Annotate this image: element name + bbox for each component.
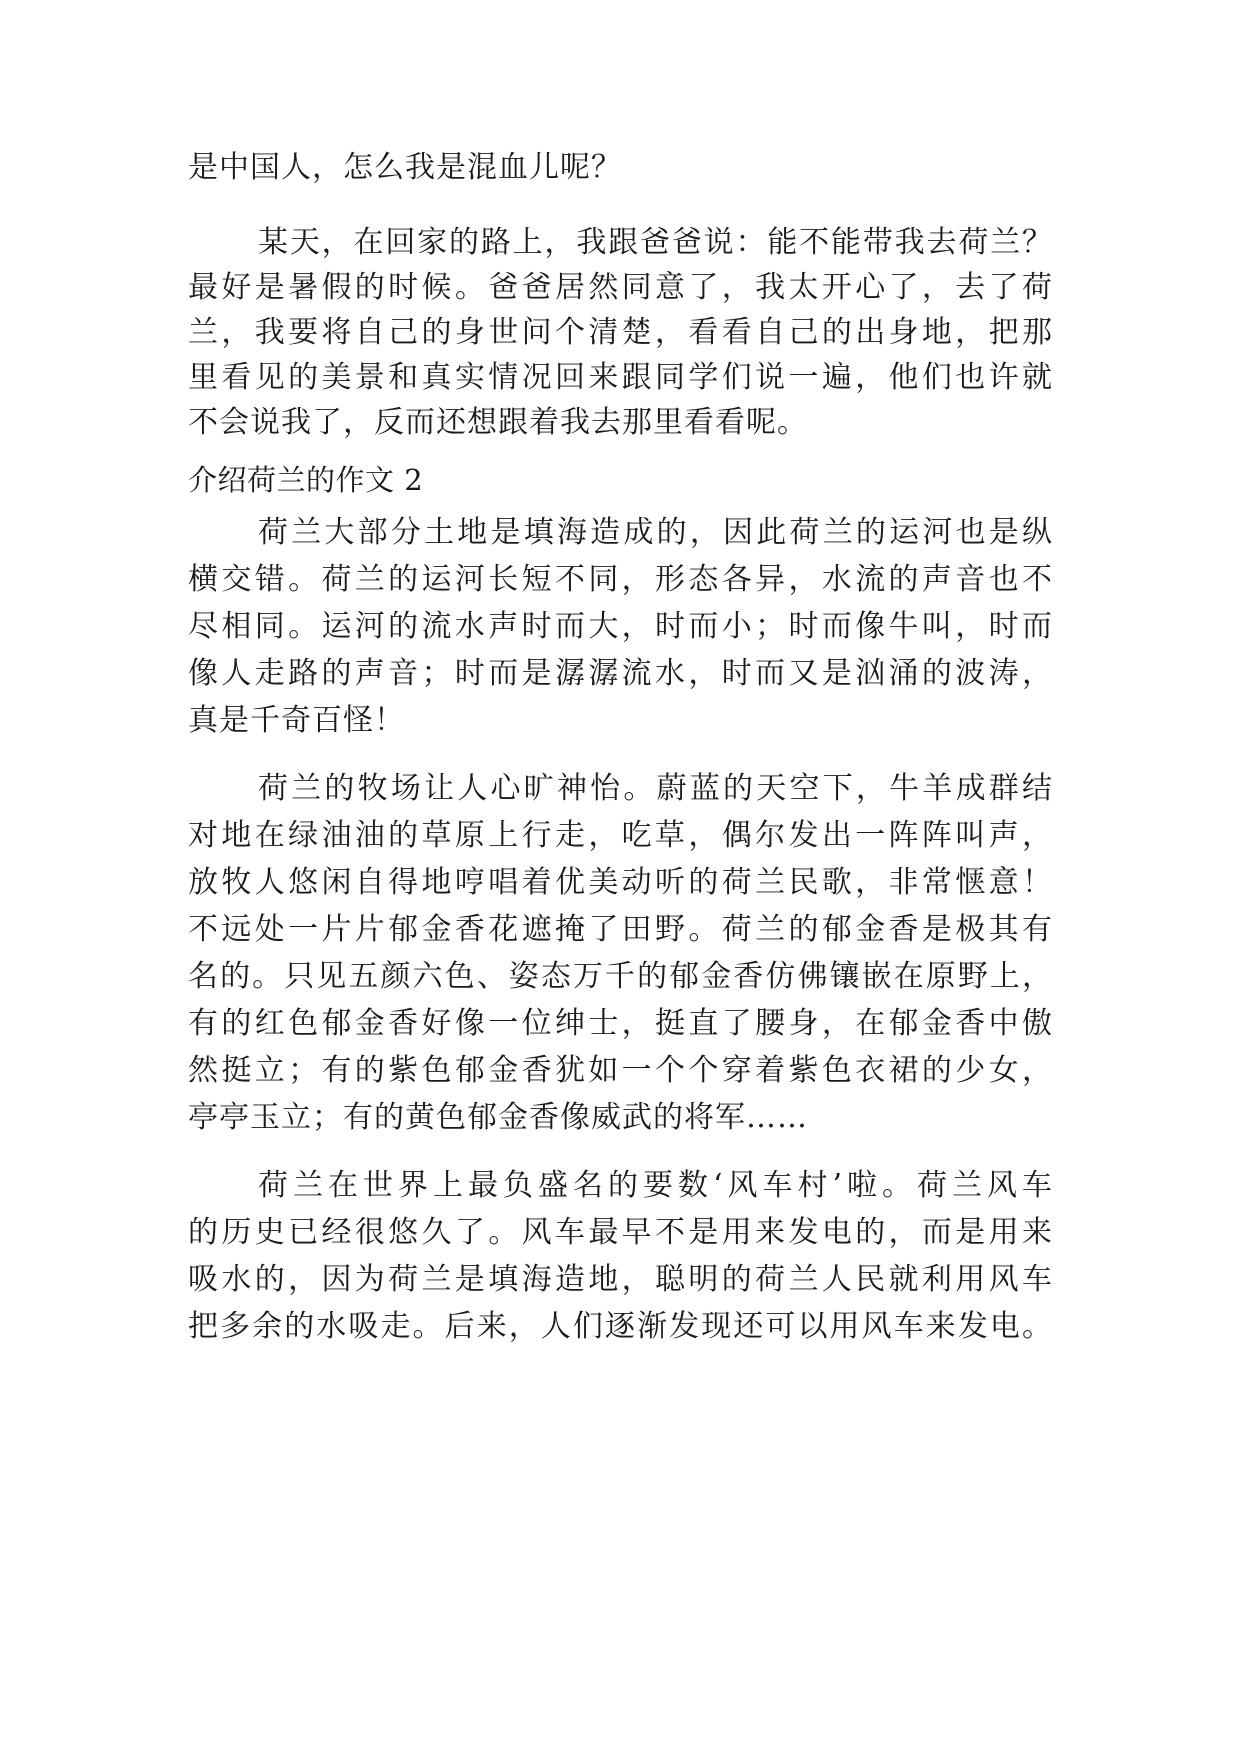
paragraph-line: 不会说我了，反而还想跟着我去那里看看呢。: [188, 405, 808, 440]
paragraph-line: 名的。只见五颜六色、姿态万千的郁金香仿佛镶嵌在原野上，: [188, 959, 1053, 994]
paragraph-line: 某天，在回家的路上，我跟爸爸说：能不能带我去荷兰？: [258, 225, 1053, 260]
paragraph-line: 最好是暑假的时候。爸爸居然同意了，我太开心了，去了荷: [188, 270, 1053, 305]
paragraph-line: 把多余的水吸走。后来，人们逐渐发现还可以用风车来发电。: [188, 1309, 1053, 1344]
paragraph-line: 不远处一片片郁金香花遮掩了田野。荷兰的郁金香是极其有: [188, 912, 1053, 947]
paragraph-line: 的历史已经很悠久了。风车最早不是用来发电的，而是用来: [188, 1215, 1053, 1250]
paragraph-line: 兰，我要将自己的身世问个清楚，看看自己的出身地，把那: [188, 315, 1053, 350]
paragraph-line: 吸水的，因为荷兰是填海造地，聪明的荷兰人民就利用风车: [188, 1262, 1053, 1297]
paragraph-line: 有的红色郁金香好像一位绅士，挺直了腰身，在郁金香中傲: [188, 1006, 1053, 1041]
paragraph-line: 像人走路的声音；时而是潺潺流水，时而又是汹涌的波涛，: [188, 656, 1053, 691]
paragraph-line: 真是千奇百怪！: [188, 703, 405, 738]
paragraph-line: 亭亭玉立；有的黄色郁金香像威武的将军……: [188, 1100, 808, 1135]
paragraph-line: 是中国人，怎么我是混血儿呢？: [188, 150, 622, 185]
paragraph-line: 尽相同。运河的流水声时而大，时而小；时而像牛叫，时而: [188, 609, 1053, 644]
paragraph-line: 放牧人悠闲自得地哼唱着优美动听的荷兰民歌，非常惬意！: [188, 865, 1053, 900]
paragraph-line: 对地在绿油油的草原上行走，吃草，偶尔发出一阵阵叫声，: [188, 818, 1053, 853]
paragraph-line: 荷兰的牧场让人心旷神怡。蔚蓝的天空下，牛羊成群结: [258, 771, 1053, 806]
paragraph-line: 荷兰在世界上最负盛名的要数‘风车村’啦。荷兰风车: [258, 1168, 1053, 1203]
paragraph-line: 荷兰大部分土地是填海造成的，因此荷兰的运河也是纵: [258, 515, 1053, 550]
paragraph-line: 横交错。荷兰的运河长短不同，形态各异，水流的声音也不: [188, 562, 1053, 597]
section-heading: 介绍荷兰的作文 2: [188, 463, 424, 497]
paragraph-line: 里看见的美景和真实情况回来跟同学们说一遍，他们也许就: [188, 360, 1053, 395]
paragraph-line: 然挺立；有的紫色郁金香犹如一个个穿着紫色衣裙的少女，: [188, 1053, 1053, 1088]
